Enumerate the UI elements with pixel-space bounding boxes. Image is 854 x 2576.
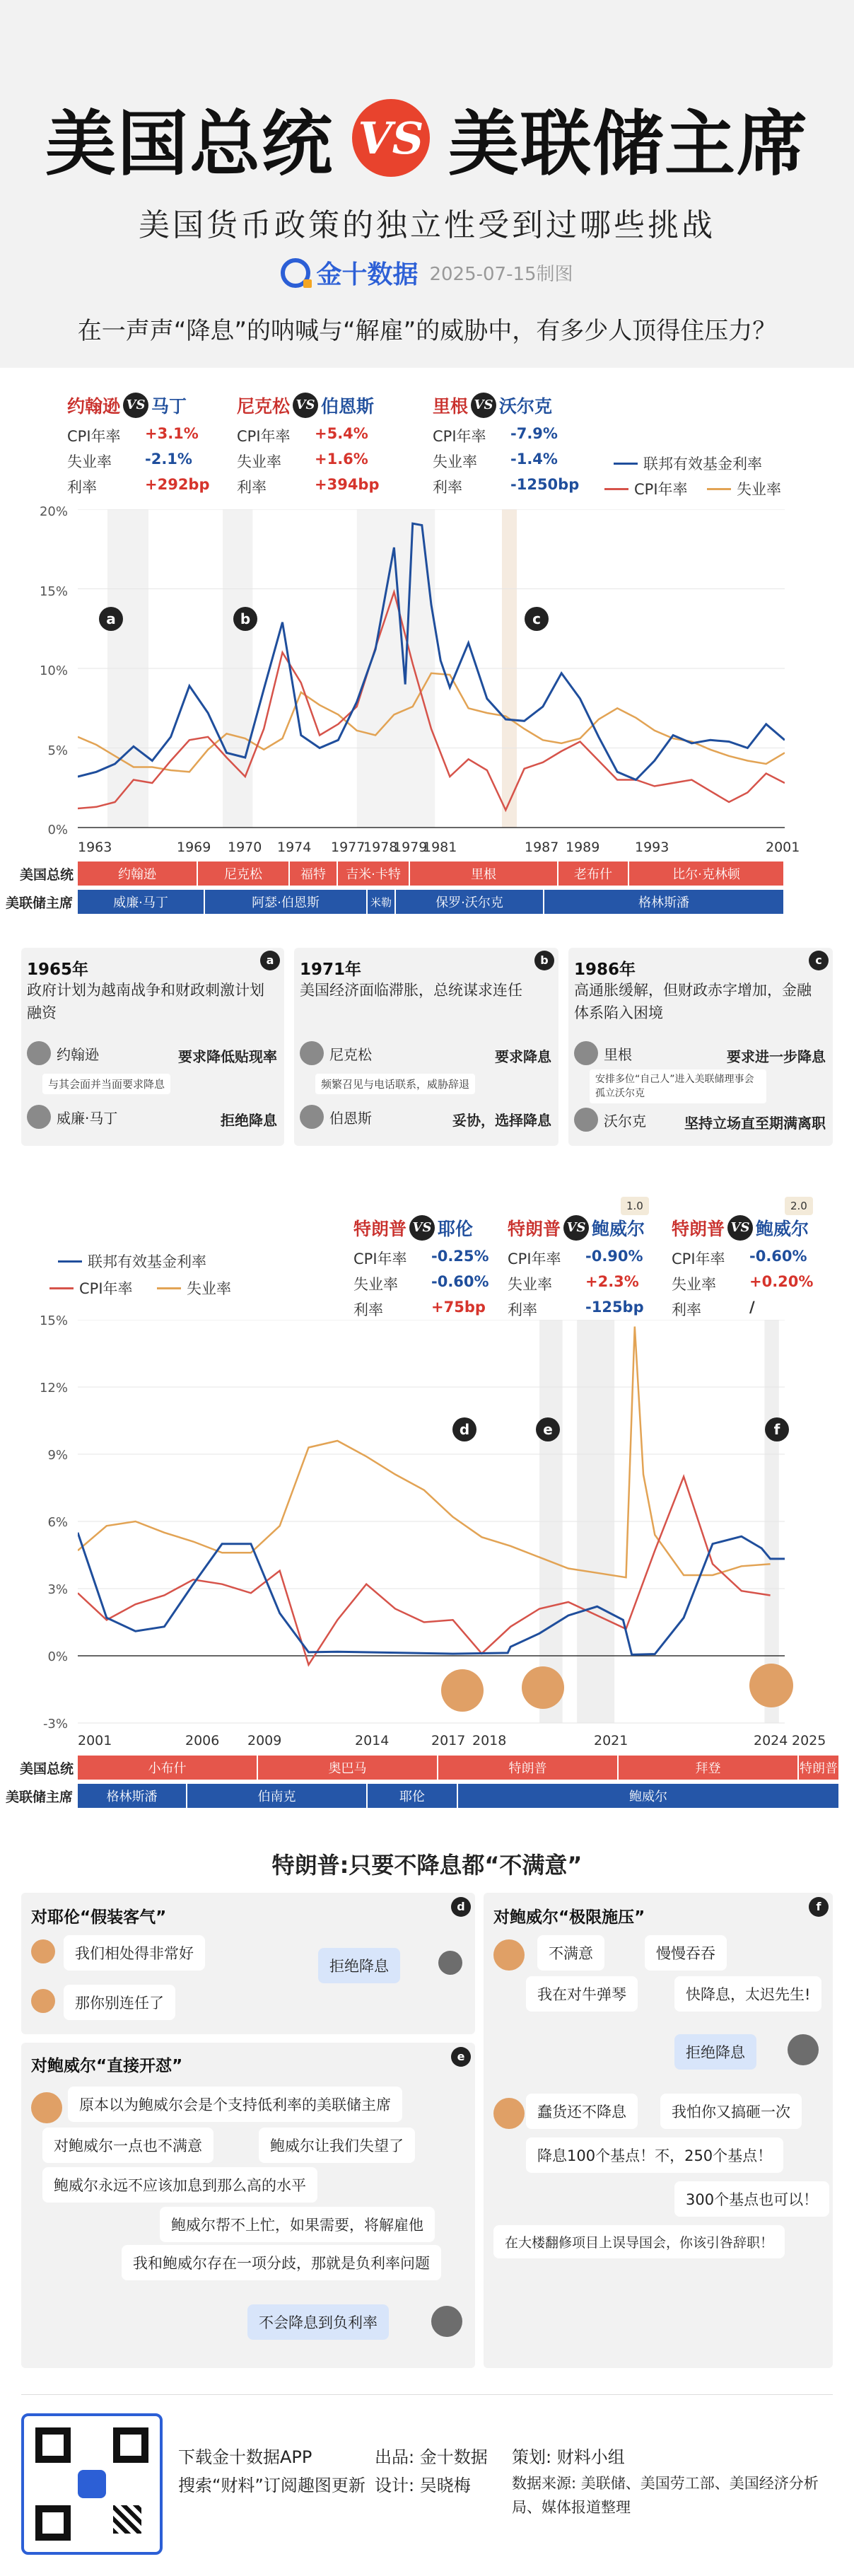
x-tick: 1989 — [566, 840, 600, 855]
case-title: 1965年 — [27, 961, 89, 979]
stat-label: 失业率 — [508, 1276, 552, 1293]
stat-label: CPI年率 — [508, 1251, 561, 1267]
legend-label: 失业率 — [187, 1280, 231, 1297]
x-tick: 2025 — [792, 1733, 826, 1748]
case-quote-1: 要求降息 — [495, 1048, 551, 1065]
pair-president: 约翰逊 — [67, 396, 121, 417]
timeline-segment: 伯南克 — [187, 1784, 368, 1808]
footer-value: 吴晓梅 — [419, 2476, 471, 2495]
x-tick: 1963 — [78, 840, 112, 855]
series-cpi-line — [78, 1477, 771, 1665]
title-right: 美联储主席 — [448, 103, 809, 185]
chat-bubble: 300个基点也可以！ — [674, 2181, 829, 2217]
y-tick: 9% — [47, 1448, 68, 1463]
card-marker: d — [451, 1897, 471, 1917]
president-timeline-2 — [78, 1756, 840, 1780]
x-tick: 1981 — [423, 840, 457, 855]
footer-value: 金十数据 — [419, 2447, 488, 2467]
stat-value: -7.9% — [510, 425, 558, 442]
stat-label: 失业率 — [672, 1276, 716, 1293]
chat-bubble: 降息100个基点！不，250个基点！ — [526, 2137, 783, 2173]
legend-label: CPI年率 — [634, 481, 688, 498]
vs-icon: VS — [409, 1215, 435, 1241]
footer-value: 美联储、美国劳工部、美国经济分析局、媒体报道整理 — [512, 2475, 819, 2516]
legend-cpi — [604, 478, 688, 499]
case-note: 安排多位“自己人”进入美联储理事会孤立沃尔克 — [590, 1069, 766, 1103]
stat-value: -125bp — [585, 1299, 644, 1316]
stat-label: 利率 — [433, 479, 462, 496]
chat-bubble: 我怕你又搞砸一次 — [660, 2094, 802, 2129]
case-card-c — [568, 948, 833, 1146]
pair-chair: 鲍威尔 — [592, 1219, 645, 1239]
legend-swatch — [58, 1260, 82, 1263]
stat-label: 失业率 — [433, 453, 477, 470]
y-tick: 0% — [47, 1649, 68, 1664]
vs-badge: VS — [352, 99, 430, 177]
case-text: 高通胀缓解，但财政赤字增加，金融体系陷入困境 — [574, 982, 812, 1021]
x-tick: 2009 — [247, 1733, 282, 1748]
brand-icon — [281, 258, 310, 288]
stat-label: CPI年率 — [237, 428, 291, 445]
pair-chair: 沃尔克 — [499, 396, 553, 417]
footer-planner — [512, 2443, 625, 2471]
stat-value: -0.60% — [749, 1248, 807, 1265]
chat-card-d — [21, 1893, 475, 2034]
chair-timeline-1 — [78, 890, 785, 914]
case-title: 1986年 — [574, 961, 636, 979]
chat-bubble: 对鲍威尔一点也不满意 — [42, 2128, 214, 2163]
meta-row — [0, 255, 854, 291]
legend-cpi-2 — [49, 1277, 133, 1299]
legend-label: CPI年率 — [79, 1280, 133, 1297]
series-unemp-line — [78, 1327, 771, 1578]
stat-value: +3.1% — [145, 425, 199, 442]
timeline-segment: 约翰逊 — [78, 861, 198, 886]
case-card-b — [294, 948, 558, 1146]
avatar — [574, 1108, 598, 1132]
chat-bubble: 在大楼翻修项目上误导国会，你该引咎辞职！ — [493, 2225, 785, 2258]
x-tick: 1979 — [393, 840, 428, 855]
avatar — [574, 1041, 598, 1065]
stat-value: -1.4% — [510, 451, 558, 468]
pair-president: 特朗普 — [672, 1219, 725, 1239]
stat-label: CPI年率 — [672, 1251, 725, 1267]
avatar — [27, 1105, 51, 1129]
marker-d: d — [452, 1417, 476, 1441]
trump-face-icon — [441, 1669, 484, 1712]
footer-app-download: 下载金十数据APP — [178, 2447, 312, 2467]
vs-icon: VS — [563, 1215, 589, 1241]
footer-value: 财料小组 — [556, 2447, 625, 2467]
case-marker: a — [260, 951, 280, 970]
trump-heading: 特朗普:只要不降息都“不满意” — [271, 1852, 583, 1879]
trump-avatar — [31, 1939, 55, 1963]
stat-value: +394bp — [315, 476, 380, 493]
stat-value: +292bp — [145, 476, 210, 493]
pair-chair: 马丁 — [151, 396, 187, 417]
title-left: 美国总统 — [45, 103, 334, 185]
footer-producer — [375, 2443, 488, 2471]
trump-avatar — [31, 2092, 62, 2123]
footer-designer — [375, 2471, 471, 2500]
y-tick: 20% — [39, 504, 68, 519]
brand-logo — [281, 255, 418, 291]
chat-bubble-reply: 不会降息到负利率 — [247, 2304, 389, 2340]
legend-swatch — [49, 1287, 74, 1289]
timeline-segment: 鲍威尔 — [458, 1784, 840, 1808]
stat-label: 失业率 — [237, 453, 281, 470]
stat-value: / — [749, 1299, 755, 1316]
legend-fed-2 — [58, 1251, 206, 1272]
publish-date: 2025-07-15制图 — [429, 264, 573, 285]
timeline-segment: 阿瑟·伯恩斯 — [205, 890, 368, 914]
page-subtitle: 美国货币政策的独立性受到过哪些挑战 — [139, 207, 715, 243]
chat-card-e — [21, 2043, 475, 2368]
y-tick: 15% — [39, 1313, 68, 1328]
footer-key: 策划: — [512, 2447, 552, 2467]
y-tick: 10% — [39, 663, 68, 678]
vs-icon: VS — [293, 393, 318, 418]
legend-unemp-2 — [157, 1277, 231, 1299]
y-tick: 5% — [47, 743, 68, 758]
chat-bubble: 慢慢吞吞 — [645, 1935, 727, 1971]
legend-label: 失业率 — [737, 481, 781, 498]
pair-chair: 耶伦 — [438, 1219, 474, 1239]
x-tick: 2024 — [754, 1733, 788, 1748]
stat-value: +75bp — [431, 1299, 486, 1316]
row-label-president: 美国总统 — [20, 867, 74, 883]
y-tick: 15% — [39, 584, 68, 599]
person-name: 约翰逊 — [57, 1045, 99, 1063]
vs-icon: VS — [123, 393, 148, 418]
stat-label: 利率 — [672, 1301, 701, 1318]
stat-label: 失业率 — [353, 1276, 398, 1293]
legend-label: 联邦有效基金利率 — [88, 1253, 206, 1270]
chat-bubble-reply: 拒绝降息 — [318, 1948, 400, 1983]
chat-bubble: 蠢货还不降息 — [526, 2094, 638, 2129]
case-marker: c — [809, 951, 829, 970]
fed-chair-avatar — [431, 2306, 462, 2337]
case-text: 美国经济面临滞胀，总统谋求连任 — [300, 982, 522, 999]
case-quote-1: 要求进一步降息 — [727, 1048, 826, 1065]
x-tick: 2001 — [766, 840, 800, 855]
qr-finder — [35, 2427, 71, 2463]
chat-bubble: 我在对牛弹琴 — [526, 1976, 638, 2012]
row-label-chair: 美联储主席 — [6, 895, 74, 911]
pair2-block-1 — [353, 1215, 509, 1320]
timeline-segment: 威廉·马丁 — [78, 890, 205, 914]
stat-value: -1250bp — [510, 476, 580, 493]
stat-value: -0.25% — [431, 1248, 489, 1265]
pair-block-1 — [67, 393, 251, 497]
timeline-segment: 奥巴马 — [258, 1756, 438, 1780]
pair-block-3 — [433, 393, 616, 497]
row-label-president: 美国总统 — [20, 1761, 74, 1777]
timeline-segment: 米勒 — [368, 890, 396, 914]
footer-key: 数据来源: — [512, 2475, 577, 2492]
timeline-segment: 格林斯潘 — [78, 1784, 187, 1808]
timeline-segment: 耶伦 — [368, 1784, 458, 1808]
case-note: 与其会面并当面要求降息 — [42, 1074, 170, 1094]
version-tag: 2.0 — [785, 1197, 813, 1215]
legend-swatch — [604, 488, 628, 490]
stat-label: 利率 — [67, 479, 97, 496]
x-tick: 2017 — [431, 1733, 466, 1748]
legend-swatch — [614, 463, 638, 465]
case-person-1 — [27, 1041, 99, 1065]
stat-value: -0.60% — [431, 1273, 489, 1290]
person-name: 伯恩斯 — [329, 1109, 372, 1127]
president-timeline-1 — [78, 861, 785, 886]
chart2-plot — [78, 1320, 785, 1730]
stat-label: 利率 — [237, 479, 267, 496]
x-tick: 2001 — [78, 1733, 112, 1748]
chat-bubble: 鲍威尔帮不上忙，如果需要，将解雇他 — [160, 2207, 435, 2242]
timeline-segment: 小布什 — [78, 1756, 258, 1780]
trump-avatar — [493, 1939, 525, 1971]
case-person-1 — [574, 1041, 632, 1065]
person-name: 沃尔克 — [604, 1112, 646, 1130]
case-quote-2: 妥协，选择降息 — [452, 1112, 551, 1129]
stat-value: -0.90% — [585, 1248, 643, 1265]
avatar — [300, 1041, 324, 1065]
marker-f: f — [765, 1417, 789, 1441]
marker-b: b — [233, 607, 257, 631]
timeline-segment: 福特 — [290, 861, 338, 886]
footer-key: 出品: — [375, 2447, 415, 2467]
trump-avatar — [493, 2098, 525, 2129]
chat-bubble: 我和鲍威尔存在一项分歧，那就是负利率问题 — [122, 2245, 441, 2280]
stat-label: CPI年率 — [67, 428, 121, 445]
person-name: 威廉·马丁 — [57, 1109, 118, 1127]
brand-name: 金十数据 — [316, 260, 419, 289]
card-title: 对鲍威尔“直接开怼” — [31, 2057, 183, 2075]
x-tick: 1970 — [228, 840, 262, 855]
timeline-segment: 比尔·克林顿 — [629, 861, 785, 886]
legend-fed — [614, 453, 762, 474]
pair-president: 里根 — [433, 396, 469, 417]
chat-bubble: 快降息，太迟先生! — [674, 1976, 821, 2012]
footer-source — [512, 2471, 830, 2519]
chair-timeline-2 — [78, 1784, 840, 1808]
y-tick: 3% — [47, 1582, 68, 1597]
row-label-chair: 美联储主席 — [6, 1789, 74, 1805]
card-marker: e — [451, 2047, 471, 2067]
pair2-block-3 — [672, 1200, 834, 1320]
stat-label: 失业率 — [67, 453, 112, 470]
chart1-plot — [78, 509, 785, 835]
chat-bubble: 原本以为鲍威尔会是个支持低利率的美联储主席 — [68, 2087, 402, 2122]
timeline-segment: 里根 — [410, 861, 558, 886]
footer-key: 设计: — [375, 2476, 415, 2495]
lead-question: 在一声声“降息”的呐喊与“解雇”的威胁中，有多少人顶得住压力？ — [77, 317, 777, 345]
stat-value: +2.3% — [585, 1273, 639, 1290]
case-person-2 — [574, 1108, 646, 1132]
stat-value: +1.6% — [315, 451, 368, 468]
case-quote-2: 坚持立场直至期满离职 — [684, 1115, 826, 1132]
timeline-segment: 拜登 — [619, 1756, 799, 1780]
footer-app-search: 搜索“财料”订阅趣图更新 — [178, 2476, 365, 2495]
x-tick: 2021 — [594, 1733, 628, 1748]
pair-block-2 — [237, 393, 421, 497]
y-tick: 6% — [47, 1515, 68, 1530]
qr-pattern — [113, 2505, 141, 2534]
chat-bubble: 鲍威尔让我们失望了 — [259, 2128, 415, 2163]
x-tick: 1974 — [277, 840, 312, 855]
qr-code[interactable] — [21, 2413, 163, 2555]
footer-divider — [21, 2394, 833, 2395]
chat-bubble-reply: 拒绝降息 — [674, 2034, 756, 2070]
case-person-2 — [300, 1105, 372, 1129]
x-tick: 2018 — [472, 1733, 507, 1748]
timeline-segment: 特朗普 — [799, 1756, 840, 1780]
timeline-segment: 老布什 — [558, 861, 629, 886]
person-name: 里根 — [604, 1045, 632, 1063]
case-person-2 — [27, 1105, 117, 1129]
pair-president: 特朗普 — [508, 1219, 561, 1239]
qr-finder — [113, 2427, 148, 2463]
legend-swatch — [157, 1287, 181, 1289]
timeline-segment: 格林斯潘 — [544, 890, 785, 914]
case-title: 1971年 — [300, 961, 362, 979]
x-tick: 2006 — [185, 1733, 220, 1748]
page-title — [0, 92, 854, 184]
stat-value: +0.20% — [749, 1273, 814, 1290]
qr-logo-icon — [78, 2470, 106, 2498]
card-title: 对鲍威尔“极限施压” — [493, 1908, 645, 1927]
stat-value: -2.1% — [145, 451, 192, 468]
vs-icon: VS — [471, 393, 496, 418]
case-marker: b — [534, 951, 554, 970]
chat-bubble: 鲍威尔永远不应该加息到那么高的水平 — [42, 2167, 317, 2203]
pair2-block-2 — [508, 1200, 670, 1320]
chat-bubble: 那你别连任了 — [64, 1985, 175, 2020]
timeline-segment: 尼克松 — [198, 861, 290, 886]
x-tick: 1993 — [635, 840, 669, 855]
marker-a: a — [99, 607, 123, 631]
fed-chair-avatar — [788, 2034, 819, 2065]
marker-c: c — [525, 607, 549, 631]
timeline-segment: 特朗普 — [438, 1756, 619, 1780]
chat-bubble: 我们相处得非常好 — [64, 1935, 205, 1971]
version-tag: 1.0 — [621, 1197, 649, 1215]
fed-chair-avatar — [438, 1951, 462, 1975]
stat-label: 利率 — [353, 1301, 383, 1318]
card-title: 对耶伦“假装客气” — [31, 1908, 167, 1927]
timeline-segment: 吉米·卡特 — [338, 861, 410, 886]
chat-bubble: 不满意 — [537, 1935, 604, 1971]
pair-president: 特朗普 — [353, 1219, 407, 1239]
pair-chair: 伯恩斯 — [321, 396, 375, 417]
avatar — [300, 1105, 324, 1129]
trump-avatar — [31, 1989, 55, 2013]
case-person-1 — [300, 1041, 372, 1065]
x-tick: 1977 — [331, 840, 365, 855]
stat-value: +5.4% — [315, 425, 368, 442]
y-tick: 12% — [39, 1381, 68, 1396]
person-name: 尼克松 — [329, 1045, 372, 1063]
case-quote-2: 拒绝降息 — [221, 1112, 277, 1129]
x-tick: 1969 — [177, 840, 211, 855]
x-tick: 1978 — [363, 840, 398, 855]
marker-e: e — [536, 1417, 560, 1441]
stat-label: CPI年率 — [353, 1251, 407, 1267]
case-quote-1: 要求降低贴现率 — [178, 1048, 277, 1065]
chat-card-f — [484, 1893, 833, 2368]
y-tick: 0% — [47, 823, 68, 837]
x-tick: 2014 — [355, 1733, 390, 1748]
legend-unemp — [707, 478, 781, 499]
pair-chair: 鲍威尔 — [756, 1219, 809, 1239]
card-marker: f — [809, 1897, 829, 1917]
legend-swatch — [707, 488, 731, 490]
case-card-a — [21, 948, 284, 1146]
vs-icon: VS — [727, 1215, 753, 1241]
avatar — [27, 1041, 51, 1065]
stat-label: 利率 — [508, 1301, 537, 1318]
timeline-segment: 保罗·沃尔克 — [396, 890, 544, 914]
case-note: 频繁召见与电话联系，威胁辞退 — [315, 1074, 475, 1094]
stat-label: CPI年率 — [433, 428, 486, 445]
trump-face-icon — [522, 1666, 564, 1709]
case-text: 政府计划为越南战争和财政刺激计划融资 — [27, 982, 264, 1021]
trump-face-icon — [749, 1664, 793, 1707]
y-tick: -3% — [42, 1717, 68, 1731]
series-fed-line — [78, 1533, 785, 1655]
pair-president: 尼克松 — [237, 396, 291, 417]
x-tick: 1987 — [525, 840, 559, 855]
qr-finder — [35, 2505, 71, 2541]
legend-label: 联邦有效基金利率 — [643, 456, 762, 472]
